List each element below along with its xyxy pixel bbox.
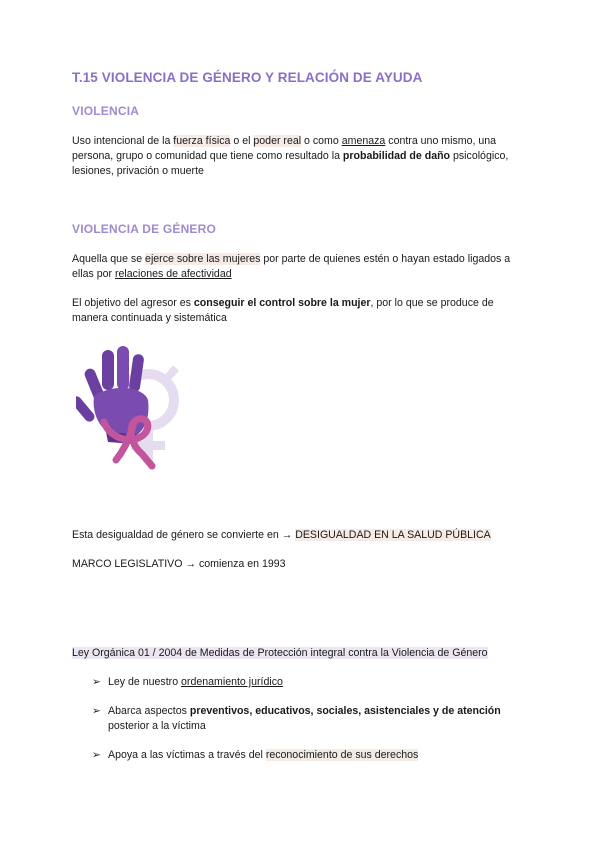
underline-ordenamiento: ordenamiento jurídico: [181, 676, 283, 688]
list-item-text: [108, 748, 528, 763]
text-run: Uso intencional de la: [72, 135, 174, 147]
page-title: T.15 VIOLENCIA DE GÉNERO Y RELACIÓN DE AYUDA: [72, 70, 423, 85]
highlight-reconocimiento: reconocimiento de sus derechos: [265, 749, 419, 761]
text-run: Aquella que se: [72, 253, 146, 265]
list-item-text: [108, 704, 528, 734]
bold-aspectos: preventivos, educativos, sociales, asistenciales y de atención: [189, 705, 501, 717]
paragraph-objetivo-agresor: [72, 296, 527, 326]
highlight-poder-real: poder real: [253, 135, 302, 147]
underline-relaciones-afectividad: relaciones de afectividad: [115, 268, 232, 280]
text-run: posterior a la víctima: [108, 720, 206, 732]
section-heading-violencia-genero: VIOLENCIA DE GÉNERO: [72, 222, 217, 236]
paragraph-desigualdad: [72, 528, 527, 543]
arrow-bullet-icon: ➢: [92, 705, 101, 717]
text-run: psicológico, lesiones, privación o muerte: [72, 150, 509, 177]
hand-ribbon-illustration: [76, 342, 186, 470]
text-run: , por lo que se produce de manera continuada y sistemática: [72, 297, 494, 324]
highlight-desigualdad-salud: DESIGUALDAD EN LA SALUD PÚBLICA: [295, 529, 491, 541]
paragraph-ley-organica: [72, 646, 527, 661]
text-run: El objetivo del agresor es: [72, 297, 194, 309]
bold-conseguir-control: conseguir el control sobre la mujer: [193, 297, 371, 309]
text-run: Ley de nuestro: [108, 676, 182, 688]
text-run: Esta desigualdad de género se convierte en →: [72, 529, 296, 541]
arrow-bullet-icon: ➢: [92, 749, 101, 761]
text-run: Apoya a las víctimas a través del: [108, 749, 266, 761]
text-run: o el: [230, 135, 254, 147]
text-run: o como: [301, 135, 342, 147]
bold-probabilidad-dano: probabilidad de daño: [342, 150, 451, 162]
section-heading-violencia: VIOLENCIA: [72, 104, 140, 118]
highlight-ley-organica: Ley Orgánica 01 / 2004 de Medidas de Protección integral contra la Violencia de Género: [72, 647, 488, 659]
list-item-text: [108, 675, 528, 690]
paragraph-violencia-definition: [72, 134, 527, 179]
highlight-ejerce-sobre-mujeres: ejerce sobre las mujeres: [145, 253, 261, 265]
text-run: contra uno mismo, una persona, grupo o comunidad que tiene como resultado la: [72, 135, 497, 162]
underline-amenaza: amenaza: [341, 135, 386, 147]
arrow-bullet-icon: ➢: [92, 676, 101, 688]
text-run: por parte de quienes estén o hayan estado ligados a ellas por: [72, 253, 511, 280]
paragraph-violencia-genero-definition: [72, 252, 527, 282]
text-run: Abarca aspectos: [108, 705, 190, 717]
paragraph-marco-legislativo: MARCO LEGISLATIVO → comienza en 1993: [72, 558, 286, 570]
highlight-fuerza-fisica: fuerza física: [173, 135, 231, 147]
